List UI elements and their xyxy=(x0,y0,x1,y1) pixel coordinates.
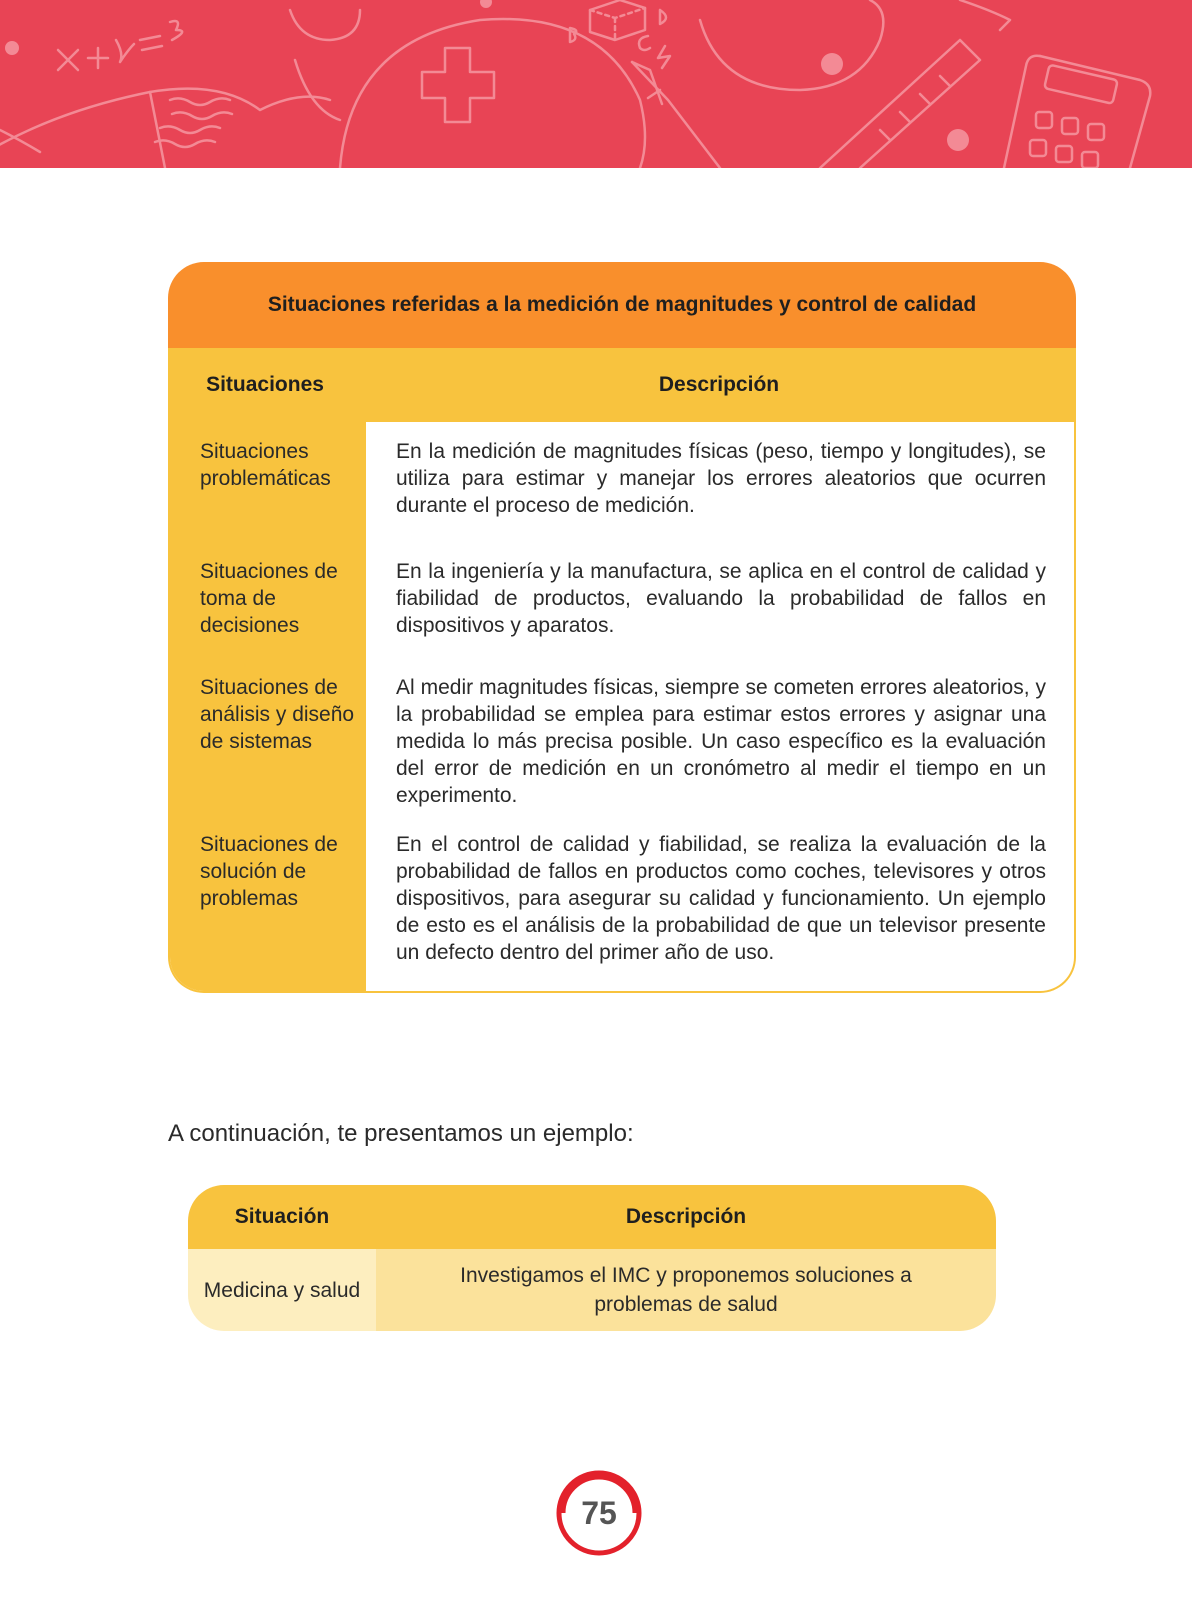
page-number: 75 xyxy=(581,1494,617,1531)
measurement-situations-table xyxy=(168,262,1076,993)
example-table xyxy=(188,1185,996,1331)
header-descripcion: Descripción xyxy=(625,1205,747,1228)
table-row xyxy=(170,815,1074,991)
table-row xyxy=(170,422,1074,542)
description-cell: Al medir magnitudes físicas, siempre se cometen errores aleatorios, y la probabilidad se emplea para estimar estos errores y asignar una medida lo más precisa posible. Un caso específico es la evaluación del error de medición en un cronómetro al medir el tiempo en un experimento. xyxy=(396,676,1046,807)
table-row xyxy=(170,542,1074,658)
description-cell: En el control de calidad y fiabilidad, se realiza la evaluación de la probabilidad de fallos en productos como coches, televisores y otros dispositivos, para asegurar su calidad y funcionamiento. Un ejemplo de esto es el análisis de la probabilidad de que un televisor presente un defecto dentro del primer año de uso. xyxy=(396,833,1046,964)
calculator-doodle xyxy=(1004,56,1150,168)
equation-doodle xyxy=(58,21,182,70)
pencil-doodle xyxy=(632,62,720,168)
situation-cell: Situaciones de solución de problemas xyxy=(170,815,366,991)
page-number-badge xyxy=(556,1470,642,1556)
situation-cell: Situaciones problemáticas xyxy=(170,422,366,542)
table-title: Situaciones referidas a la medición de magnitudes y control de calidad xyxy=(267,293,977,316)
header-descripcion: Descripción xyxy=(658,373,780,396)
example-header xyxy=(188,1185,996,1249)
situation-cell: Situaciones de toma de decisiones xyxy=(170,542,366,658)
example-row xyxy=(188,1249,996,1331)
banner-doodles xyxy=(0,0,1192,168)
header-situaciones: Situaciones xyxy=(206,373,324,396)
header-banner xyxy=(0,0,1192,168)
example-situation-cell: Medicina y salud xyxy=(188,1249,376,1331)
situation-cell: Situaciones de análisis y diseño de sistemas xyxy=(170,658,366,815)
book-doodle xyxy=(0,89,330,168)
table-title-bar xyxy=(168,262,1076,348)
description-cell: En la ingeniería y la manufactura, se aplica en el control de calidad y fiabilidad de productos, evaluando la probabilidad de fallos en dispositivos y aparatos. xyxy=(396,560,1046,637)
header-situacion: Situación xyxy=(234,1205,330,1228)
example-description-cell: Investigamos el IMC y proponemos soluciones a problemas de salud xyxy=(376,1249,996,1331)
table-header xyxy=(168,348,1076,422)
table-row xyxy=(170,658,1074,815)
description-cell: En la medición de magnitudes físicas (peso, tiempo y longitudes), se utiliza para estimar y manejar los errores aleatorios que ocurren durante el proceso de medición. xyxy=(396,440,1046,517)
table-body xyxy=(168,422,1076,993)
intro-text: A continuación, te presentamos un ejemplo: xyxy=(168,1120,634,1147)
cube-doodle xyxy=(570,0,670,68)
